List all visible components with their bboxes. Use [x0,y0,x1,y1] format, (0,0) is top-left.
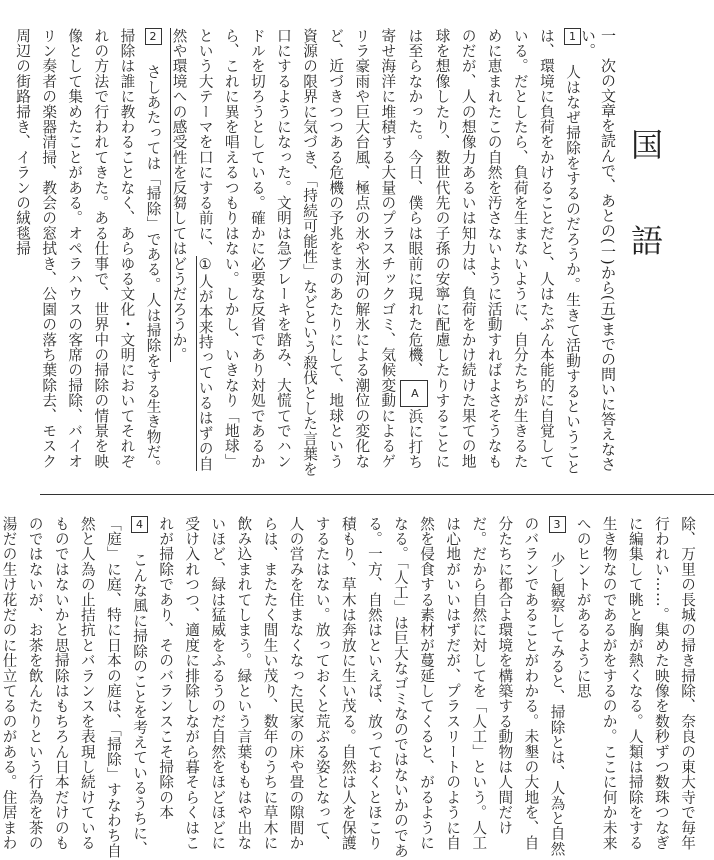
passage-text: 少し観察してみると、掃除とは、人為と自然のバランであることがわかる。未墾の大地を、自分たちに都合よ環境を構築する動物は人間だけだ。だから自然に対してを「人工」という。人工は心地がいいはずだが、プラスリートのように自然を侵食する素材が蔓延してくると、がるようになる。「人工」は巨大なゴミなのではないかのである。一方、自然はといえば、放っておくとほこり積もり、草木は奔放に生い茂る。自然は人を保護するたはない。放っておくと荒ぶる姿となって、人の営みを住まなくなった民家の床や畳の隙間からは、またたく間生い茂り、数年のうちに草木に飲み込まれてしまう。緑という言葉ももはや出ないほど、緑は猛威をふるうのだ自然をほどほどに受け入れつつ、適度に排除しながら暮そらくはこれが掃除であり、そのバランスこそ掃除の本 [157,516,566,859]
paragraph-number: 4 [131,516,148,533]
passage-text: 浜に打ち寄せ海洋に堆積する大量のプラスチックゴミ、気候変動によるゲリラ豪雨や巨大台風、極点の氷や氷河の解氷による潮位の変化など、近づきつつある危機の予兆をまのあたりにして、地球という資源の限界に気づき、「持続可能性」などという殺伐とした言葉を口にするようになった。文明は急ブレーキを踏み、大慌てでハンドルを切ろうとしている。確かに必要な反省であり対処であるから、これに異を唱えるつもりはない。しかし、いきなり「地球」という大テーマを口にする前に、 [196,28,424,477]
passage-paragraph [152,516,570,860]
passage-bottom-block [0,516,700,860]
paragraph-number: 1 [564,28,581,45]
underlined-passage: ①人が本来持っているはずの自然や環境への感受性を反芻してはどうだろうか。 [170,28,214,472]
passage-paragraph [166,28,586,480]
passage-top-block [14,28,585,480]
paragraph-number: 3 [549,516,566,533]
question-instruction: 一 次の文章を読んで、あとの(一)から(五)までの問いに答えなさい。 [579,28,617,472]
passage-text: 除、万里の長城の掃き掃除、奈良の東大寺で毎年行われい……。集めた映像を数秒ずつ数珠つなぎに編集して眺と胸が熱くなる。人類は掃除をする生き物なのであるがをするのか。ここに何か未来へのヒントがあるように思 [574,516,696,851]
paragraph-number: 2 [145,28,162,45]
answer-blank: A [400,380,428,407]
page-divider [40,494,714,495]
passage-paragraph [9,28,166,480]
subject-title: 国語 [626,128,664,320]
passage-paragraph [570,516,700,860]
passage-text: 人はなぜ掃除をするのだろうか。生きて活動するということは、環境に負荷をかけることだと、人はたぶん本能的に自覚している。だとしたら、負荷を生まないように、自分たちが生きるために恵まれたこの自然を汚さないように活動すればよさそうなものだが、人の想像力あるいは知力は、負荷をかけ続けた果ての地球を想像したり、数世代先の子孫の安寧に配慮したりすることには至らなかった。今日、僕らは眼前に現れた危機、 [406,28,581,475]
passage-text: さしあたっては「掃除」である。人は掃除をする生き物だ。掃除は誰に教わることなく、あらゆる文化・文明においてそれぞれの方法で行われてきた。ある仕事で、世界中の掃除の情景を映像として集めたことがある。オペラハウスの客席の掃除、バイオリン奏者の楽器清掃、教会の窓拭き、公園の落ち葉除去、モスク周辺の街路掃き、イランの絨毯掃 [14,28,162,475]
passage-paragraph [0,516,152,860]
passage-text: こんな風に掃除のことを考えているうちに、「庭」に庭、特に日本の庭は、「掃除」すなわち自然と人為の止拮抗とバランスを表現し続けているものではないかと思掃除はもちろん日本だけのものではないが、お茶を飲んたりという行為を茶の湯だの生け花だのに仕立てるのがある。住居まわ [0,516,149,859]
